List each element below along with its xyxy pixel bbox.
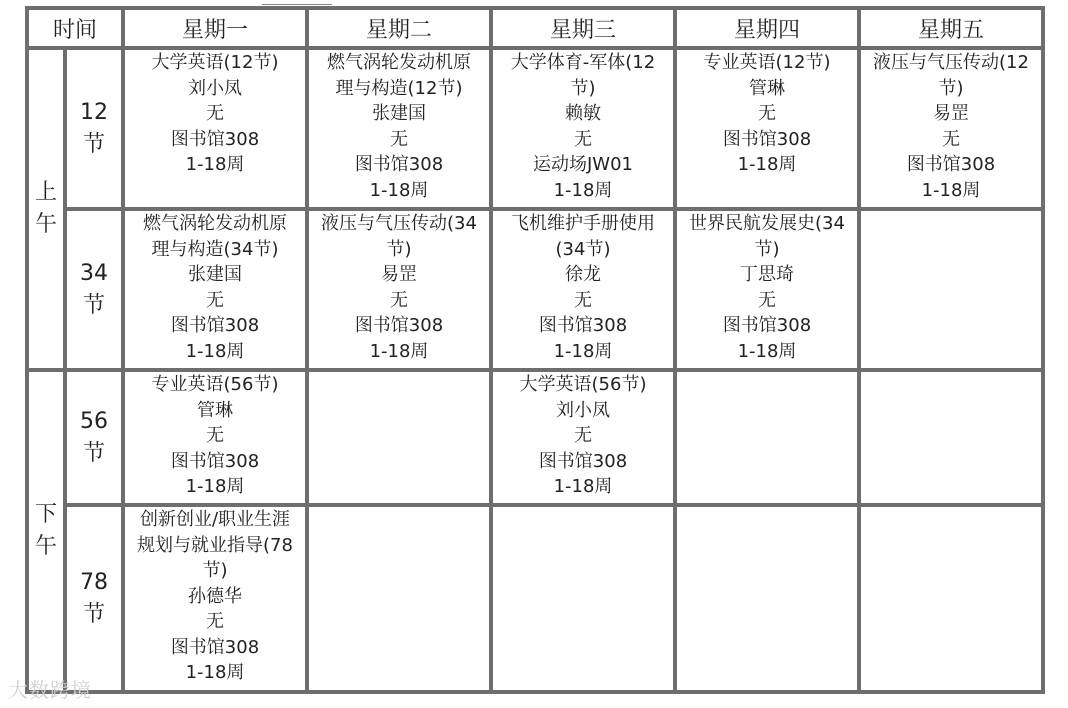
course-line: 图书馆308 [170,636,260,658]
course-line: 理与构造(12节) [335,77,463,99]
header-day: 星期四 [675,8,859,48]
course-line: 节) [570,77,596,99]
course-cell [675,48,859,209]
period-unit: 节 [82,440,105,466]
course-line: 无 [758,289,776,311]
course-line: 管琳 [197,399,233,421]
course-cell [123,370,307,505]
course-line: 图书馆308 [170,128,260,150]
section-char: 午 [34,534,57,559]
course-line: 易罡 [933,103,969,124]
course-line: 液压与气压传动(12 [873,52,1029,73]
course-line: 液压与气压传动(34 [321,213,477,234]
course-line: 图书馆308 [722,128,812,150]
course-line: 无 [574,425,592,446]
period-label [65,48,123,209]
header-day: 星期二 [307,8,491,48]
period-unit: 节 [82,601,105,627]
course-line: 丁思琦 [740,264,794,285]
section-char: 上 [34,180,57,206]
course-line: 管琳 [749,77,785,99]
course-line: 世界民航发展史(34 [689,213,845,234]
empty-cell [859,370,1043,505]
course-line: 1-18周 [185,662,245,683]
period-number: 78 [80,569,108,595]
table-row [27,48,1043,209]
course-line: 无 [390,128,408,150]
period-label [65,505,123,692]
course-line: 无 [758,103,776,124]
period-number: 34 [80,260,108,286]
empty-cell [675,505,859,692]
section-afternoon [27,370,65,692]
empty-cell [491,505,675,692]
course-line: 张建国 [372,103,426,124]
period-number: 56 [80,408,108,434]
watermark: 大数跨境 [8,678,92,702]
course-line: 图书馆308 [906,154,996,175]
header-row [27,8,1043,48]
course-line: 1-18周 [737,340,797,362]
course-line: 燃气涡轮发动机原 [327,52,471,73]
course-line: 无 [574,289,592,311]
course-line: 孙德华 [188,585,242,607]
section-morning [27,48,65,370]
top-border-fragment [262,0,332,5]
period-unit: 节 [82,292,105,318]
header-day: 星期三 [491,8,675,48]
table-row [27,370,1043,505]
course-line: 图书馆308 [354,154,444,175]
course-line: 1-18周 [737,154,797,175]
course-line: 大学英语(12节) [151,52,279,73]
table-row [27,209,1043,370]
course-line: 易罡 [381,264,417,285]
course-line: 无 [574,128,592,150]
course-line: 图书馆308 [170,315,260,336]
course-cell [859,48,1043,209]
course-line: 专业英语(56节) [151,374,279,395]
section-char: 午 [34,212,57,237]
course-line: 节) [386,238,412,260]
course-line: 图书馆308 [354,315,444,336]
course-line: 1-18周 [553,476,613,497]
course-cell [123,48,307,209]
empty-cell [307,370,491,505]
course-line: 理与构造(34节) [151,238,279,260]
course-line: 1-18周 [553,340,613,362]
period-number: 12 [80,99,108,125]
course-cell [123,209,307,370]
course-cell [123,505,307,692]
course-line: 无 [206,611,224,632]
empty-cell [307,505,491,692]
course-line: 节) [938,77,964,99]
course-line: 燃气涡轮发动机原 [143,213,287,234]
course-cell [675,209,859,370]
course-line: 大学英语(56节) [519,374,647,395]
course-line: 1-18周 [553,179,613,201]
course-line: 大学体育-军体(12 [510,52,656,73]
course-line: 无 [206,289,224,311]
period-label [65,209,123,370]
course-line: 图书馆308 [722,315,812,336]
header-day: 星期一 [123,8,307,48]
section-char: 下 [34,502,57,528]
header-time: 时间 [27,8,123,48]
timetable [25,6,1045,694]
course-line: 1-18周 [921,179,981,201]
course-cell [491,370,675,505]
course-line: 图书馆308 [538,315,628,336]
course-line: 节) [202,560,228,581]
empty-cell [859,505,1043,692]
course-line: (34节) [555,238,611,260]
period-unit: 节 [82,131,105,157]
course-line: 无 [206,425,224,446]
course-line: 规划与就业指导(78 [137,534,293,556]
course-line: 无 [390,289,408,311]
course-line: 图书馆308 [170,450,260,472]
course-cell [307,48,491,209]
course-cell [491,209,675,370]
course-line: 无 [942,128,960,150]
table-row [27,505,1043,692]
course-line: 刘小凤 [188,77,242,99]
course-line: 1-18周 [185,340,245,362]
course-line: 图书馆308 [538,450,628,472]
course-line: 徐龙 [565,264,601,285]
course-line: 节) [754,238,780,260]
course-line: 1-18周 [369,340,429,362]
course-line: 刘小凤 [556,399,610,421]
course-line: 1-18周 [185,476,245,497]
course-line: 1-18周 [369,179,429,201]
period-label [65,370,123,505]
course-line: 赖敏 [565,103,601,124]
course-line: 1-18周 [185,154,245,175]
header-day: 星期五 [859,8,1043,48]
course-line: 张建国 [188,264,242,285]
course-cell [307,209,491,370]
course-line: 运动场JW01 [532,154,633,175]
course-line: 飞机维护手册使用 [511,213,655,234]
empty-cell [859,209,1043,370]
course-line: 专业英语(12节) [703,52,831,73]
course-line: 无 [206,103,224,124]
empty-cell [675,370,859,505]
course-line: 创新创业/职业生涯 [139,509,291,530]
course-cell [491,48,675,209]
